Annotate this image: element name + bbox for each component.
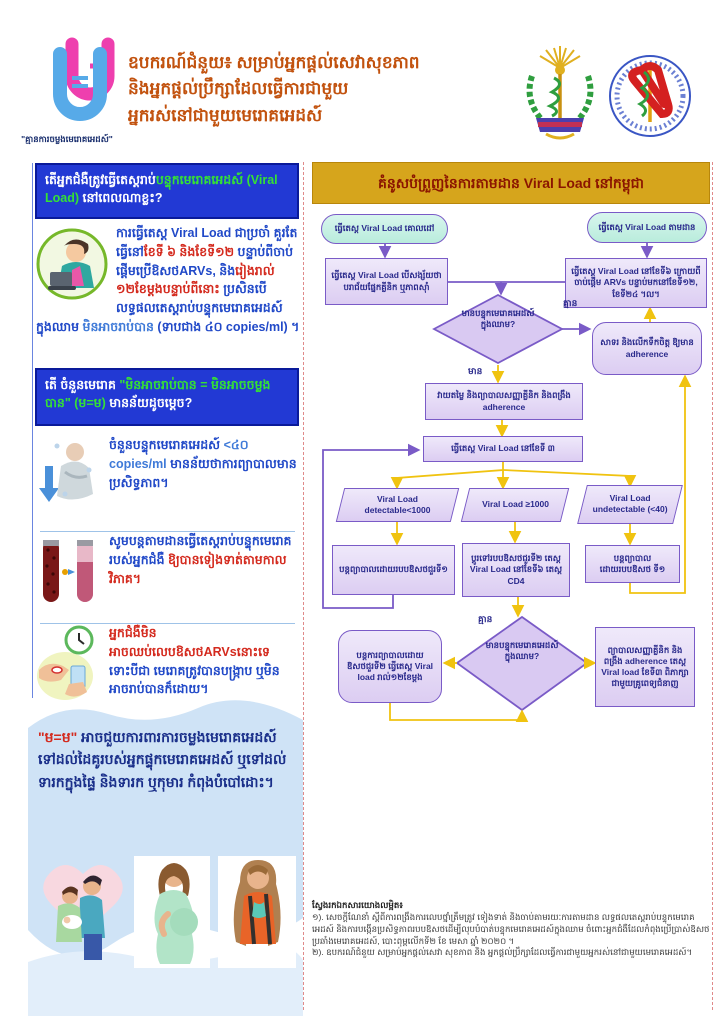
intro-red-2: រៀងរាល់ ១២ខែម្តងបន្ទាប់ពីនោះ xyxy=(116,263,275,297)
q1-text-end: នៅពេលណាខ្លះ? xyxy=(79,191,163,206)
flow-label-none-2: គ្មាន xyxy=(478,614,493,624)
wave-mm: "ម=ម" xyxy=(38,729,78,745)
q1-highlight: បន្ទុកមេរោគអេដស៍ (Viral Load) xyxy=(45,173,278,206)
item1-bold: ចំនួនបន្ទុកមេរោគអេដស៍ xyxy=(109,438,221,452)
page-edge-line xyxy=(712,162,713,1010)
pregnant-woman-illustration xyxy=(134,856,210,968)
title-line-3: អ្នករស់នៅជាមួយមេរោគអេដស៍ xyxy=(128,105,323,125)
intro-red-1: ខែទី ៦ និងខែទី១២ xyxy=(143,244,235,259)
flow-diamond-1-label: មានបន្ទុកមេរោគអេដស៍ក្នុងឈាម? xyxy=(461,308,535,330)
wave-n2: ទៅដល់ដៃគូរបស់អ្នកផ្ទុកមេរោគអេដស៍ ឬទៅដល់ ទារកក្នុងផ្ទៃ និងទារក ឬកុមារ កំពុងបំបៅដោះ។ xyxy=(38,751,287,790)
title-line-1: ឧបករណ៍ជំនួយ៖ សម្រាប់អ្នកផ្តល់សេវាសុខភាព xyxy=(128,53,420,72)
flow-start-routine: ធ្វើតេស្ត Viral Load តាមដាន xyxy=(587,212,707,243)
breastfeeding-mother-illustration xyxy=(218,856,296,968)
column-separator xyxy=(303,162,304,1010)
flow-box-adherence-encourage: សាទរ និងលើកទឹកចិត្ត ឱ្យមាន adherence xyxy=(592,322,702,375)
person-viral-load-falling-icon xyxy=(35,436,101,512)
couple-with-baby-illustration xyxy=(40,856,126,968)
flow-result-over-1000 xyxy=(461,488,569,522)
footnote-ref-2: ២). ឧបករណ៍ជំនួយ សម្រាប់អ្នកផ្តល់សេវា សុខភាព និង អ្នកផ្តល់ប្រឹក្សាដែលធ្វើការជាមួយអ្នករស់នៅជាមួយមេរោគអេដស៍។ xyxy=(312,947,693,958)
flow-box-continue-line-2: បន្តការព្យាបាលដោយ ឱសថជួរទី២ ធ្វើតេស្ត Viral load រាល់១២ខែម្តង xyxy=(338,630,442,703)
question-box-2 xyxy=(35,368,299,426)
health-worker-counselling-icon xyxy=(36,226,108,304)
q2-text: តើ ចំនួនមេរោគ xyxy=(45,378,120,392)
title-line-2: និងអ្នកផ្តល់ប្រឹក្សាដែលធ្វើការជាមួយ xyxy=(128,79,349,99)
flow-box-treat-clinical-discuss: ព្យាបាលសញ្ញាគ្លីនិក និងពង្រឹង adherence តេស្ត Viral load ខែទី៣ ពិភាក្សាជាមួយគ្រូពេទ្យជំនាញ xyxy=(595,627,695,707)
intro-t4: (ទាបជាង ៤០ copies/ml) ។ xyxy=(153,319,300,334)
q2-text-end: មានន័យដូចម្តេច? xyxy=(105,396,193,411)
flow-box-continue-line-1: បន្តព្យាបាលដោយរបបឱសថជួរទី១ xyxy=(332,545,455,595)
flow-result-detectable-under-1000 xyxy=(336,488,459,522)
flow-box-retest-month-3: ធ្វើតេស្ត Viral Load នៅខែទី ៣ xyxy=(423,436,583,462)
item1-rest: មានន័យថាការព្យាបាលមានប្រសិទ្ធភាព។ xyxy=(109,456,297,490)
flow-box-continue-regimen-1: បន្តព្យាបាលដោយរបបឱសថ ទី១ xyxy=(585,545,680,583)
left-column-rule xyxy=(32,163,33,698)
question-box-1 xyxy=(35,163,299,219)
flow-box-evaluate-treat: វាយតម្លៃ និងព្យាបាលសញ្ញាគ្លីនិក និងពង្រឹង adherence xyxy=(425,383,583,420)
poster-title xyxy=(128,50,520,129)
fact-item-undetectable xyxy=(35,436,299,512)
wave-n1: អាចជួយការពារការចម្លងមេរោគអេដស៍ xyxy=(77,729,277,745)
logo-tagline: "គ្មានការចម្លងមេរោគអេដស៍" xyxy=(21,134,113,144)
flow-label-none-1: គ្មាន xyxy=(563,298,578,308)
mm-equals-mm-logo xyxy=(42,36,124,134)
intro-t2: បន្ទាប់ពីចាប់ផ្តើមប្រើឱសថARVs, និង xyxy=(116,244,294,278)
fact-item-monitoring-text xyxy=(109,532,299,588)
flow-box-switch-line-2: ប្តូរទៅរបបឱសថជួរទី២ តេស្ត Viral Load នៅខែទី៦ តេស្ត CD4 xyxy=(462,543,570,597)
flow-box-suspect-failure: ធ្វើតេស្ត Viral Load បើសង្ស័យថា បរាជ័យផ្នែកគ្លីនិក ឬភាពស៊ាំ xyxy=(325,258,448,305)
ministry-of-health-emblem xyxy=(516,46,604,140)
footnote xyxy=(312,900,712,959)
intro-paragraph xyxy=(36,224,300,337)
fact-item-undetectable-text xyxy=(109,436,299,492)
flow-label-have: មាន xyxy=(468,366,483,376)
flow-box-routine-schedule: ធ្វើតេស្ត Viral Load នៅខែទី៦ ក្រោយពីចាប់ផ្តើម ARVs បន្ទាប់មកនៅខែទី១២, ខែទី២៤ ។ល។ xyxy=(565,258,707,308)
item3-text: ទោះបីជា មេរោគត្រូវបានបង្ក្រាប ឬមិនអាចរាប់បានក៏ដោយ។ xyxy=(109,663,280,697)
item3-red: អ្នកជំងឺមិនអាចឈប់លេបឱសថARVsនោះទេ xyxy=(109,626,270,659)
flow-start-targeted: ធ្វើតេស្ត Viral Load គោលដៅ xyxy=(321,214,448,244)
fact-item-monitoring xyxy=(35,532,299,610)
item2-red: ឱ្យបានទៀងទាត់តាមកាលវិភាគ។ xyxy=(109,552,287,586)
flow-result-over-1000-text: Viral Load ≥1000 xyxy=(481,499,549,510)
flow-result-undetectable-text: Viral Load undetectable (<40) xyxy=(592,493,668,515)
item1-copies: <៤០ copies/ml xyxy=(109,438,249,471)
blood-test-tubes-icon xyxy=(35,532,101,610)
flow-result-detectable-text: Viral Load detectable<1000 xyxy=(364,493,431,515)
flow-diamond-2-label: មានបន្ទុកមេរោគអេដស៍ក្នុងឈាម? xyxy=(485,640,559,662)
flowchart-title: គំនូសបំព្រួញនៃការតាមដាន Viral Load នៅកម្ពុជា xyxy=(312,162,710,204)
q1-text: តើអ្នកជំងឺត្រូវធ្វើតេស្តរាប់ xyxy=(45,173,156,187)
intro-bold: ការធ្វើតេស្ត Viral Load ជាប្រចាំ xyxy=(116,226,271,240)
nchads-aids-ribbon-emblem xyxy=(608,52,692,140)
intro-t1: គួរតែធ្វើនៅ xyxy=(116,226,298,259)
wave-message xyxy=(38,726,294,793)
fact-item-no-stop-arv-text xyxy=(109,624,299,699)
q2-highlight: "មិនអាចរាប់បាន = មិនអាចចម្លងបាន" (ម=ម) xyxy=(45,378,271,411)
intro-undetectable: មិនអាចរាប់បាន xyxy=(82,319,154,334)
footnote-ref-1: ១). សេចក្តីណែនាំ ស្តីពីការពង្រឹងការលេបថ្នាំត្រឹមត្រូវ ទៀងទាត់ និងចាប់តាមរយៈការតាមដាន លទ្ធផលតេស្តរាប់បន្ទុកមេរោគអេដស៍ និងការបង្កើនប្រសិទ្ធភាពរបបឱសថដើម្បីលុបបំបាត់បន្ទុកមេរោគអេដស៍ក្នុងឈាម ចំពោះអ្នកជំងឺដែលកំពុងប្រើប្រាស់ឱសថប្រឆាំងមេរោគអេដស៍, បោះពុម្ពលើកទី២ ខែ មេសា ឆ្នាំ ២០២០ ។ xyxy=(312,911,710,946)
flow-result-undetectable xyxy=(577,485,683,524)
flowchart xyxy=(310,200,712,900)
footnote-heading: ស្វែងរកឯកសារយោងលម្អិត៖ xyxy=(312,900,404,910)
intro-t3: ប្រសិនបើលទ្ធផលតេស្តរាប់បន្ទុកមេរោគអេដស៍ក្នុងឈាម xyxy=(36,282,283,334)
item2-text: សូមបន្តតាមដានធ្វើតេស្តរាប់បន្ទុកមេរោគរបស់អ្នកជំងឺ xyxy=(109,534,292,567)
